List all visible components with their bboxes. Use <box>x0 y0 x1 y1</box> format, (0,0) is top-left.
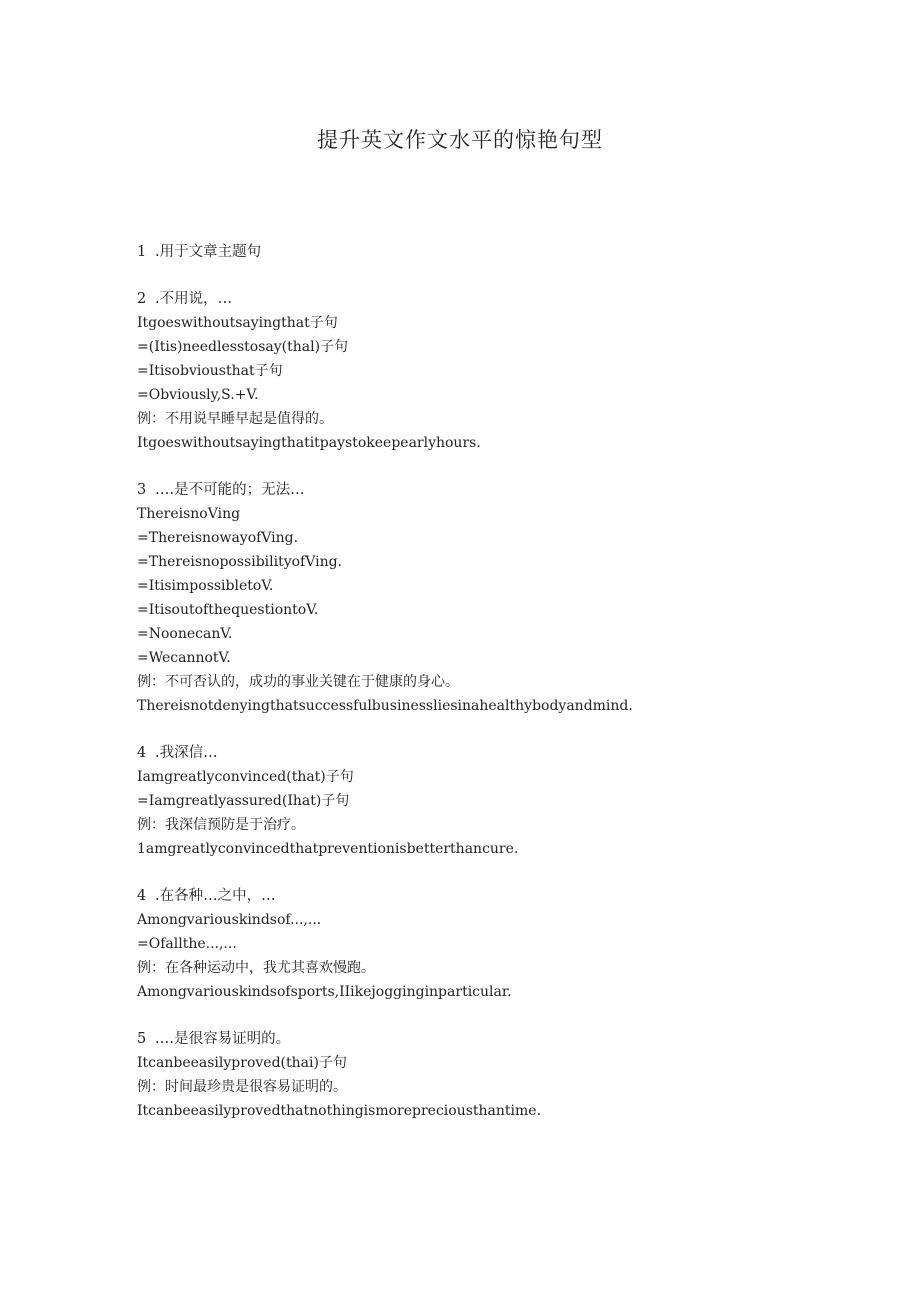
section-4b <box>137 884 857 1004</box>
section-5 <box>137 1027 857 1123</box>
section-heading-text: .不用说，… <box>155 291 233 307</box>
section-1 <box>137 240 857 264</box>
pattern-line: Iamgreatlyconvinced(that)子句 <box>137 769 354 785</box>
section-heading <box>137 884 857 908</box>
section-2 <box>137 287 857 455</box>
pattern-line: ThereisnoVing <box>137 506 241 522</box>
pattern-line: Amongvariouskindsof...,... <box>137 912 322 928</box>
pattern-line: =ThereisnowayofVing. <box>137 530 299 546</box>
example-english: Amongvariouskindsofsports,IIikejogginginparticular. <box>137 984 512 1000</box>
section-heading <box>137 741 857 765</box>
example-chinese: 例：不可否认的，成功的事业关键在于健康的身心。 <box>137 674 459 690</box>
document-body <box>137 240 857 1146</box>
example-chinese: 例：我深信预防是于治疗。 <box>137 817 305 833</box>
pattern-line: =ItisoutofthequestiontoV. <box>137 602 319 618</box>
pattern-line: =NoonecanV. <box>137 626 233 642</box>
section-number: 2 <box>137 291 147 307</box>
pattern-line: =Obviously,S.+V. <box>137 387 259 403</box>
section-3 <box>137 478 857 718</box>
pattern-line: =ThereisnopossibilityofVing. <box>137 554 343 570</box>
section-heading <box>137 478 857 502</box>
section-number: 4 <box>137 888 147 904</box>
pattern-line: =Iamgreatlyassured(Ihat)子句 <box>137 793 350 809</box>
example-english: Itgoeswithoutsayingthatitpaystokeepearlyhours. <box>137 435 481 451</box>
example-chinese: 例：在各种运动中，我尤其喜欢慢跑。 <box>137 960 375 976</box>
pattern-line: Itcanbeeasilyproved(thai)子句 <box>137 1055 347 1071</box>
section-4a <box>137 741 857 861</box>
section-number: 5 <box>137 1031 147 1047</box>
section-heading <box>137 1027 857 1051</box>
section-heading-text: .用于文章主题句 <box>155 244 262 260</box>
pattern-line: =(Itis)needlesstosay(thal)子句 <box>137 339 349 355</box>
section-heading-text: ….是不可能的；无法… <box>155 482 305 498</box>
section-number: 1 <box>137 244 147 260</box>
pattern-line: =WecannotV. <box>137 650 231 666</box>
example-chinese: 例：不用说早睡早起是值得的。 <box>137 411 333 427</box>
example-chinese: 例：时间最珍贵是很容易证明的。 <box>137 1079 347 1095</box>
pattern-line: Itgoeswithoutsayingthat子句 <box>137 315 338 331</box>
section-number: 3 <box>137 482 147 498</box>
section-heading-text: .…是很容易证明的。 <box>155 1031 291 1047</box>
section-heading <box>137 287 857 311</box>
section-number: 4 <box>137 745 147 761</box>
page-title: 提升英文作文水平的惊艳句型 <box>317 128 603 152</box>
pattern-line: =Itisobviousthat子句 <box>137 363 283 379</box>
pattern-line: =ItisimpossibletoV. <box>137 578 274 594</box>
section-heading-text: .我深信… <box>155 745 218 761</box>
pattern-line: =Ofallthe...,... <box>137 936 237 952</box>
example-english: Itcanbeeasilyprovedthatnothingismorepreciousthantime. <box>137 1103 542 1119</box>
example-english: 1amgreatlyconvincedthatpreventionisbetterthancure. <box>137 841 519 857</box>
section-heading <box>137 240 857 264</box>
example-english: Thereisnotdenyingthatsuccessfulbusinessliesinahealthybodyandmind. <box>137 698 633 714</box>
section-heading-text: .在各种…之中，… <box>155 888 276 904</box>
